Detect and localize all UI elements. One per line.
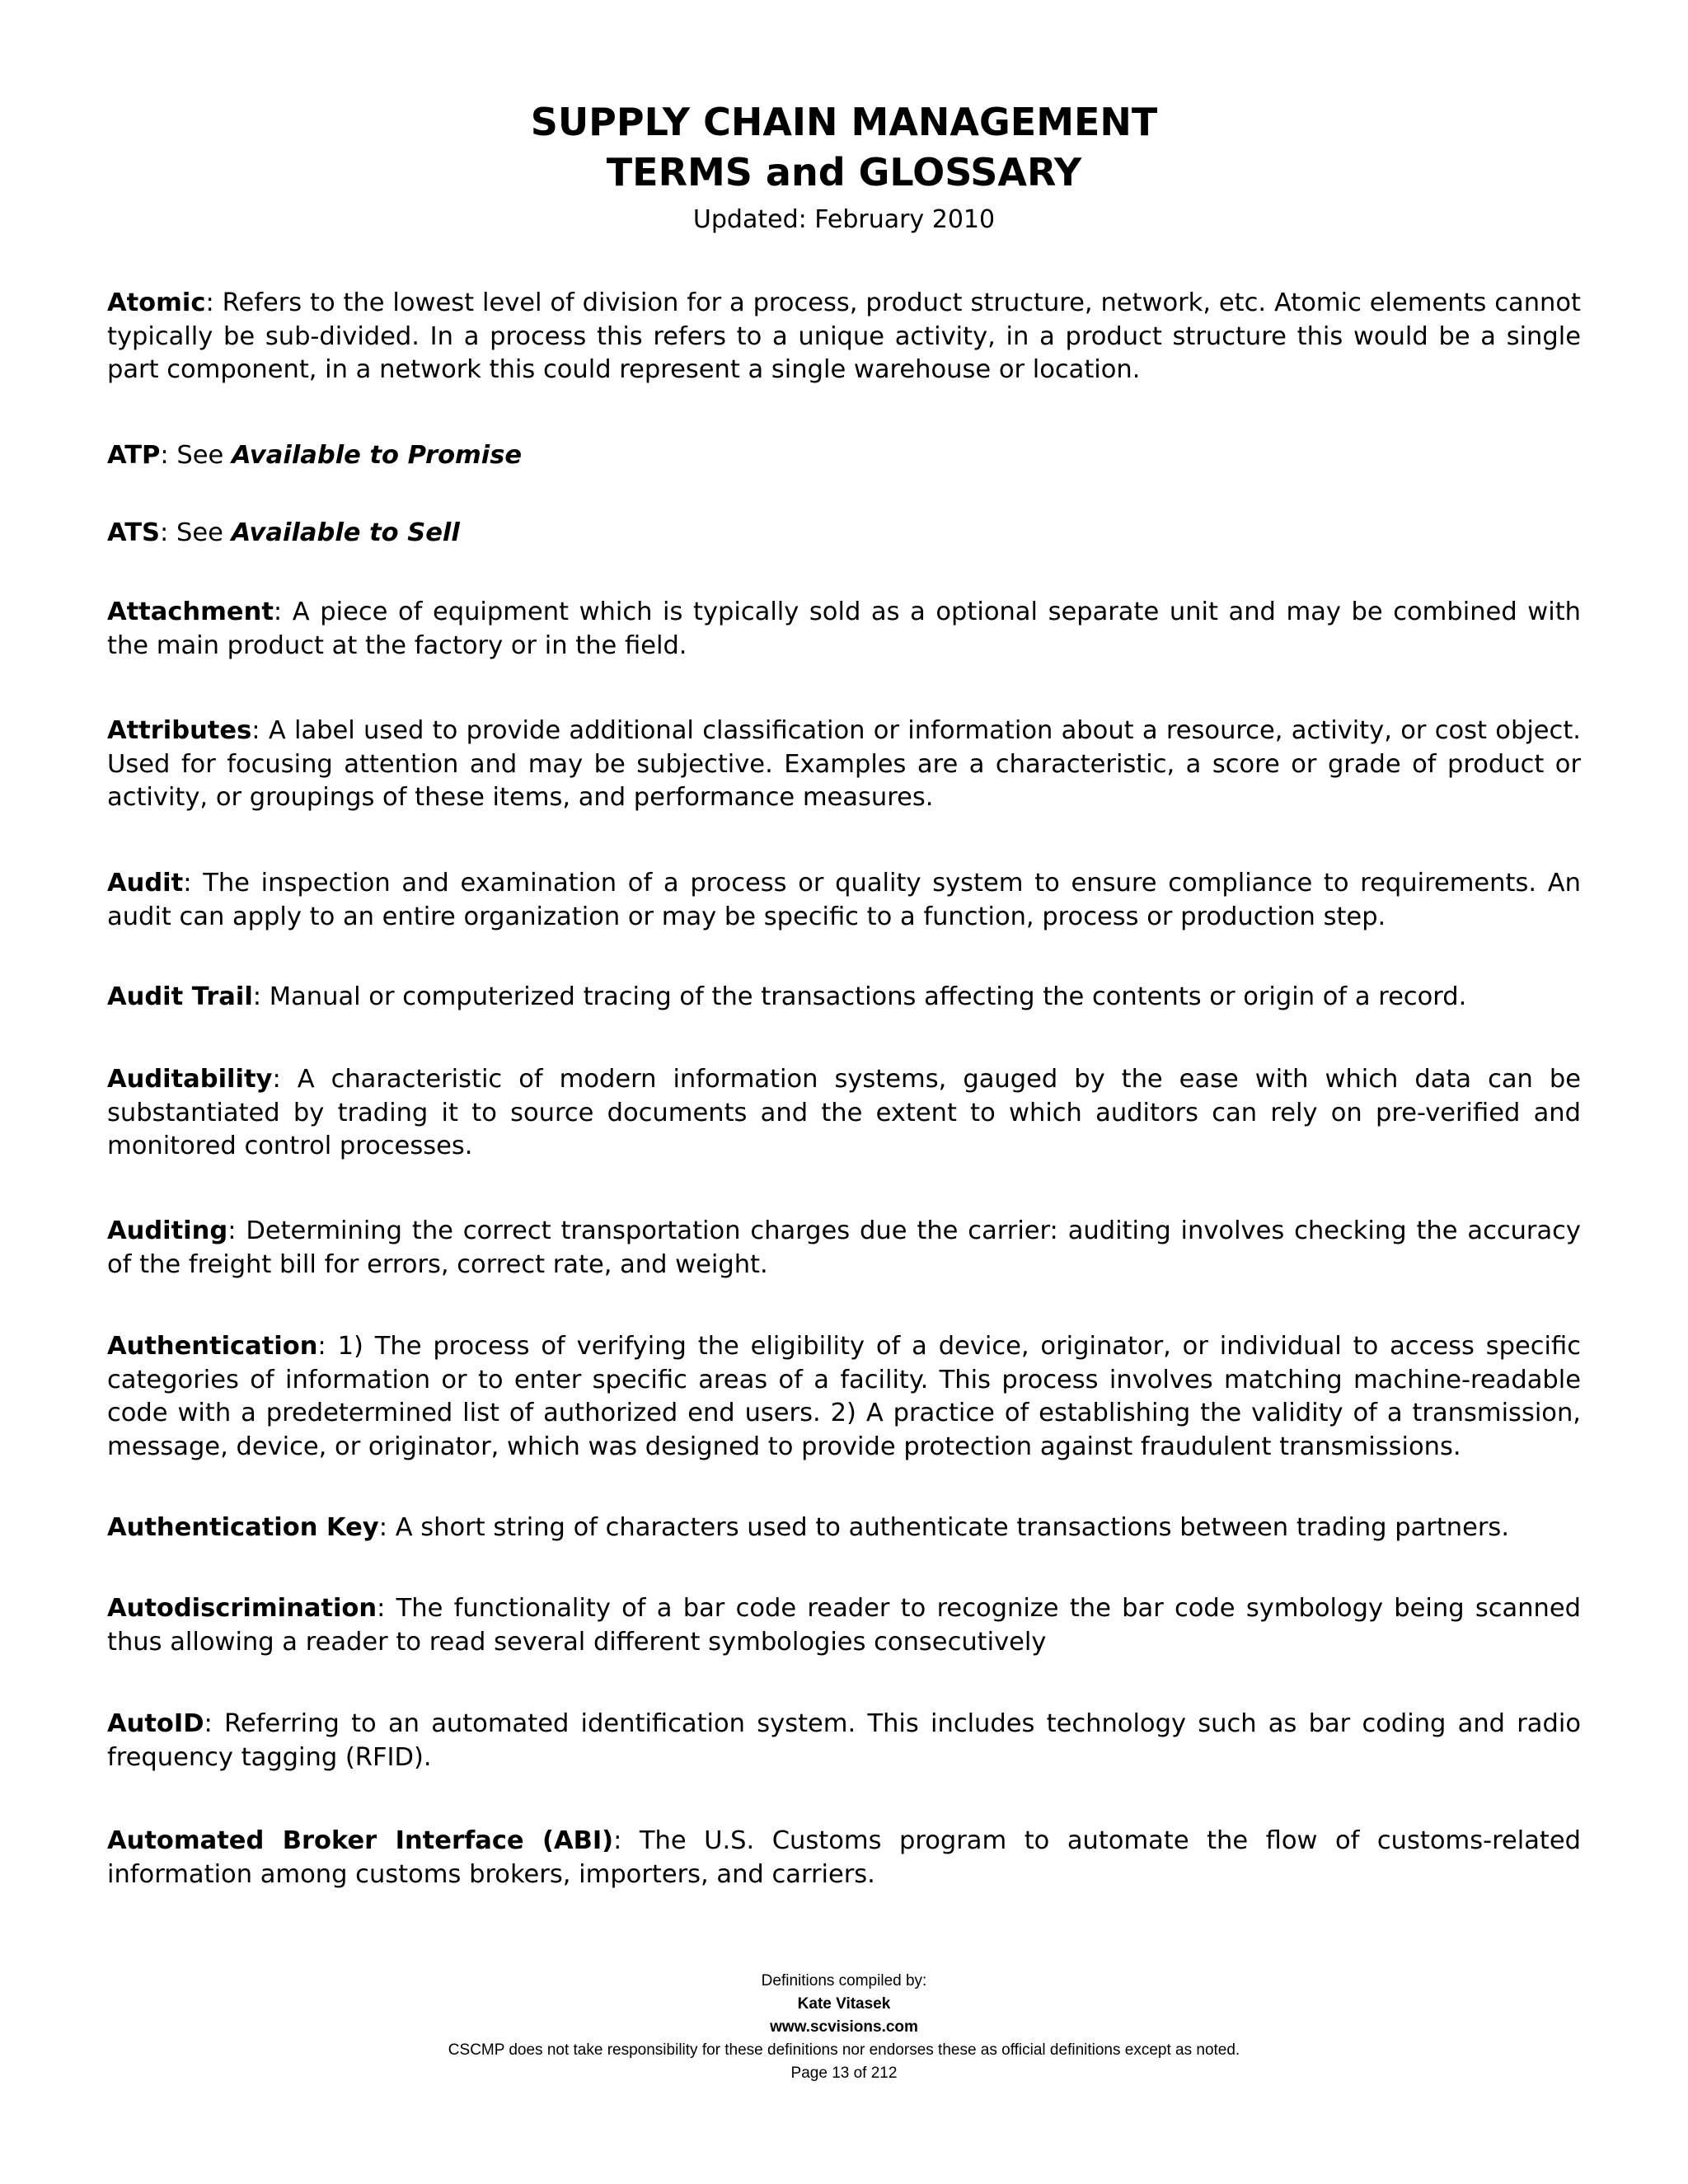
entry-definition: The inspection and examination of a process or quality system to ensure compliance to requirements. An audit can apply to an entire organization or may be specific to a function, process or production step.: [107, 869, 1581, 931]
entry-term: Audit Trail: [107, 982, 253, 1011]
footer-disclaimer: CSCMP does not take responsibility for these definitions nor endorses these as official definitions except as noted.: [448, 2041, 1240, 2059]
entry-definition: The functionality of a bar code reader to recognize the bar code symbology being scanned thus allowing a reader to read several different symbologies consecutively: [107, 1594, 1581, 1657]
entry-term: Autodiscrimination: [107, 1594, 377, 1623]
entry-definition: A characteristic of modern information systems, gauged by the ease with which data can be substantiated by trading it to source documents and the extent to which auditors can rely on pre-verified and monitored control processes.: [107, 1065, 1581, 1160]
page-footer: [107, 1970, 1581, 2085]
glossary-entry-automated-broker-interface: [107, 1825, 1581, 1891]
entry-separator: :: [205, 288, 223, 317]
entry-definition: Refers to the lowest level of division for a process, product structure, network, etc. Atomic elements cannot typically be sub-divided. In a process this refers to a unique activity, in a product structure this would be a single part component, in a network this could represent a single warehouse or location.: [107, 288, 1581, 384]
entry-definition: A short string of characters used to authenticate transactions between trading partners.: [395, 1513, 1510, 1542]
entry-separator: :: [317, 1332, 338, 1361]
entry-separator: :: [273, 598, 293, 626]
entry-definition: 1) The process of verifying the eligibility of a device, originator, or individual to access specific categories of information or to enter specific areas of a facility. This process involves matching machine-readable code with a predetermined list of authorized end users. 2) A practice of establishing the validity of a transmission, message, device, or originator, which was designed to provide protection against fraudulent transmissions.: [107, 1332, 1581, 1461]
entry-separator: :: [613, 1826, 640, 1855]
entry-separator: :: [377, 1594, 396, 1623]
glossary-entry-ats: [107, 517, 1581, 551]
glossary-entry-audit: [107, 867, 1581, 934]
entry-cross-reference: Available to Promise: [231, 441, 523, 470]
entry-separator: :: [160, 518, 176, 547]
entry-definition: Referring to an automated identification system. This includes technology such as bar coding and radio frequency tagging (RFID).: [107, 1709, 1581, 1772]
entry-separator: :: [183, 869, 204, 898]
entry-cross-reference: Available to Sell: [231, 518, 460, 547]
title-line-1: SUPPLY CHAIN MANAGEMENT: [530, 100, 1158, 144]
updated-date: Updated: February 2010: [692, 205, 996, 234]
entry-definition: A label used to provide additional classification or information about a resource, activity, or cost object. Used for focusing attention and may be subjective. Examples are a characteristic, a score or grade of product or activity, or groupings of these items, and performance measures.: [107, 716, 1581, 812]
glossary-entry-audit-trail: [107, 981, 1581, 1015]
entry-definition: The U.S. Customs program to automate the flow of customs-related information among customs brokers, importers, and carriers.: [107, 1826, 1582, 1889]
entry-term: Automated Broker Interface (ABI): [107, 1826, 614, 1855]
glossary-entry-autodiscrimination: [107, 1592, 1581, 1659]
entry-definition: Determining the correct transportation charges due the carrier: auditing involves checking the accuracy of the freight bill for errors, correct rate, and weight.: [107, 1216, 1581, 1279]
entry-term: ATS: [107, 518, 161, 547]
glossary-entry-atp: [107, 439, 1581, 473]
page-title: [107, 97, 1581, 198]
entry-term: AutoID: [107, 1709, 204, 1738]
glossary-entry-authentication-key: [107, 1511, 1581, 1545]
entry-definition: Manual or computerized tracing of the transactions affecting the contents or origin of a record.: [269, 982, 1467, 1011]
footer-author: Kate Vitasek: [797, 1995, 891, 2013]
glossary-entry-auditing: [107, 1215, 1581, 1282]
entry-term: Attachment: [107, 598, 274, 626]
entry-separator: :: [252, 982, 270, 1011]
entry-definition: A piece of equipment which is typically sold as a optional separate unit and may be combined with the main product at the factory or in the field.: [107, 598, 1581, 660]
entry-separator: :: [160, 441, 177, 470]
entry-term: Authentication: [107, 1332, 318, 1361]
entry-term: Audit: [107, 869, 184, 898]
glossary-entry-auditability: [107, 1063, 1581, 1164]
glossary-entry-autoid: [107, 1708, 1581, 1774]
entry-term: Atomic: [107, 288, 206, 317]
entry-term: ATP: [107, 441, 161, 470]
entry-term: Authentication Key: [107, 1513, 379, 1542]
glossary-entry-attributes: [107, 715, 1581, 815]
glossary-entry-atomic: [107, 287, 1581, 387]
entry-separator: :: [204, 1709, 225, 1738]
entry-definition: See: [176, 441, 232, 470]
entry-term: Attributes: [107, 716, 252, 745]
glossary-entry-authentication: [107, 1330, 1581, 1464]
entry-separator: :: [272, 1065, 298, 1094]
footer-website: www.scvisions.com: [770, 2018, 918, 2036]
title-line-2: TERMS and GLOSSARY: [606, 150, 1082, 194]
glossary-entry-attachment: [107, 596, 1581, 663]
footer-compiled-by: Definitions compiled by:: [761, 1972, 927, 1990]
entry-term: Auditability: [107, 1065, 273, 1094]
glossary-page: [107, 0, 1581, 2184]
entry-definition: See: [176, 518, 232, 547]
entry-separator: :: [227, 1216, 246, 1245]
entry-term: Auditing: [107, 1216, 228, 1245]
footer-page-number: Page 13 of 212: [790, 2064, 898, 2082]
entry-separator: :: [378, 1513, 396, 1542]
entry-separator: :: [251, 716, 269, 745]
